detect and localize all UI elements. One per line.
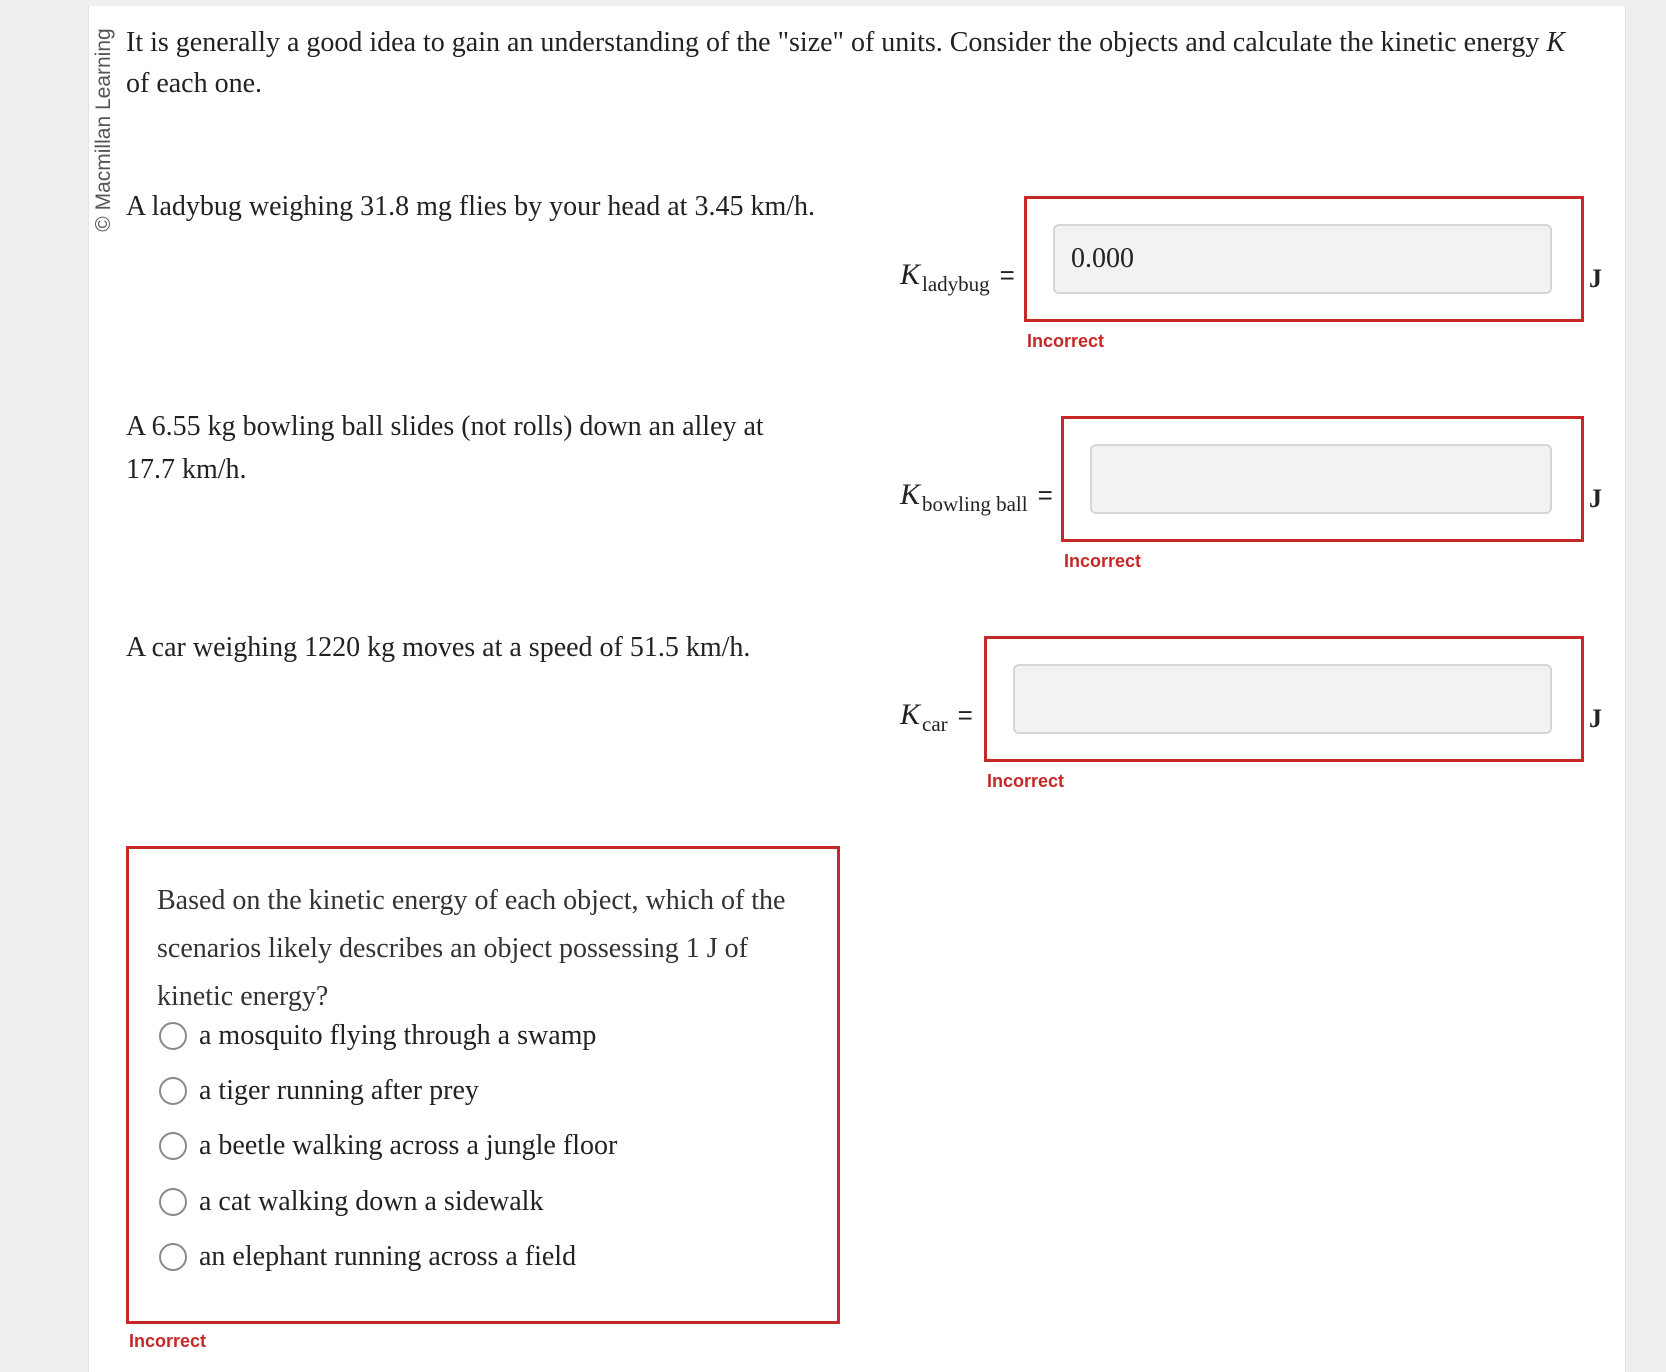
car-equals: =	[957, 700, 973, 730]
car-symbol: K	[900, 698, 921, 731]
radio-button[interactable]	[159, 1022, 187, 1050]
car-unit: J	[1589, 704, 1602, 733]
radio-button[interactable]	[159, 1243, 187, 1271]
ladybug-scenario: A ladybug weighing 31.8 mg flies by your head at 3.45 km/h.	[126, 191, 816, 222]
intro-sentence-end: of each one.	[126, 68, 263, 99]
bowling-ball-scenario-line1: A 6.55 kg bowling ball slides (not rolls) down an alley at	[126, 411, 764, 442]
bowling-ball-symbol: K	[900, 478, 921, 511]
mc-option-mosquito[interactable]	[159, 1020, 596, 1052]
bowling-ball-status: Incorrect	[1064, 551, 1142, 571]
car-subscript: car	[922, 712, 948, 736]
bowling-ball-subscript: bowling ball	[922, 492, 1028, 516]
radio-button[interactable]	[159, 1132, 187, 1160]
ladybug-label	[900, 258, 1015, 296]
mc-question: Based on the kinetic energy of each object, which of the scenarios likely describes an object possessing 1 J of kinetic energy?	[157, 885, 786, 1012]
car-status: Incorrect	[987, 771, 1065, 791]
ladybug-subscript: ladybug	[922, 272, 990, 296]
radio-button[interactable]	[159, 1188, 187, 1216]
ladybug-input[interactable]	[1053, 224, 1552, 294]
bowling-ball-scenario-line2: 17.7 km/h.	[126, 454, 247, 485]
intro-text	[126, 22, 1616, 104]
copyright-watermark: © Macmillan Learning	[92, 28, 115, 232]
mc-option-tiger[interactable]	[159, 1075, 479, 1107]
mc-option-beetle[interactable]	[159, 1130, 617, 1162]
bowling-ball-unit: J	[1589, 484, 1602, 513]
car-label	[900, 698, 973, 736]
mc-option-cat[interactable]	[159, 1186, 543, 1218]
multiple-choice-box	[126, 846, 840, 1324]
mc-option-label: a cat walking down a sidewalk	[199, 1186, 544, 1217]
car-input[interactable]	[1013, 664, 1552, 734]
car-scenario: A car weighing 1220 kg moves at a speed of 51.5 km/h.	[126, 632, 751, 663]
mc-status: Incorrect	[129, 1331, 207, 1351]
ladybug-unit: J	[1589, 264, 1602, 293]
ladybug-symbol: K	[900, 258, 921, 291]
bowling-ball-label	[900, 478, 1053, 516]
mc-option-label: a tiger running after prey	[199, 1075, 479, 1106]
intro-sentence: It is generally a good idea to gain an understanding of the "size" of units. Consider the objects and calculate the kinetic energy	[126, 27, 1540, 58]
bowling-ball-scenario	[126, 405, 764, 491]
mc-option-label: a beetle walking across a jungle floor	[199, 1130, 618, 1161]
ladybug-status: Incorrect	[1027, 331, 1105, 351]
radio-button[interactable]	[159, 1077, 187, 1105]
mc-option-label: a mosquito flying through a swamp	[199, 1020, 597, 1051]
bowling-ball-equals: =	[1037, 480, 1053, 510]
intro-symbol: K	[1546, 27, 1566, 58]
bowling-ball-input[interactable]	[1090, 444, 1552, 514]
ladybug-equals: =	[999, 260, 1015, 290]
mc-option-elephant[interactable]	[159, 1241, 576, 1273]
mc-option-label: an elephant running across a field	[199, 1241, 577, 1272]
